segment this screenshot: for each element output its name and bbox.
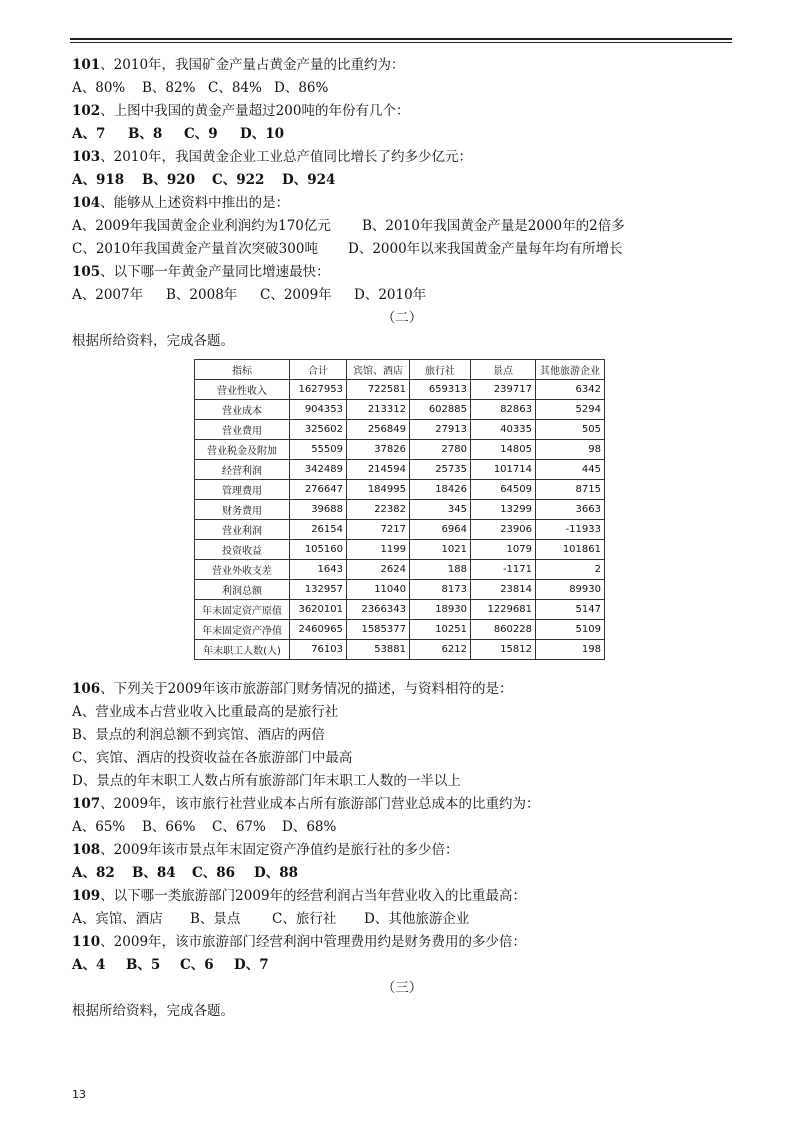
question-number: 108 [72,842,101,858]
page-content [72,54,732,1023]
financial-table-wrapper [194,359,732,660]
table-row [195,580,605,600]
question-text: 、2009年该市景点年末固定资产净值约是旅行社的多少倍： [100,842,459,858]
option-a: A、918 [72,172,125,188]
value-cell: 1199 [347,540,410,560]
header-rule-thick [70,38,732,40]
option-d: D、86% [274,80,329,96]
row-label-cell: 营业性收入 [195,380,290,400]
value-cell: 8173 [410,580,471,600]
question-number: 110 [72,934,101,950]
options-110 [72,954,732,977]
option-c: C、922 [212,172,265,188]
row-label-cell: 营业利润 [195,520,290,540]
option-b: B、920 [142,172,196,188]
option-b: B、2010年我国黄金产量是2000年的2倍多 [362,218,625,234]
value-cell: 6212 [410,640,471,660]
table-header-cell: 景点 [471,360,536,380]
value-cell: 101861 [536,540,605,560]
option-106-c: C、宾馆、酒店的投资收益在各旅游部门中最高 [72,750,353,766]
value-cell: 2780 [410,440,471,460]
question-number: 109 [72,888,101,904]
question-number: 101 [72,57,101,73]
value-cell: 188 [410,560,471,580]
question-number: 106 [72,681,101,697]
question-105 [72,261,732,284]
question-number: 103 [72,149,101,165]
value-cell: 23906 [471,520,536,540]
value-cell: 505 [536,420,605,440]
table-row [195,400,605,420]
option-d: D、924 [282,172,336,188]
table-row [195,500,605,520]
table-row [195,540,605,560]
question-text: 、以下哪一类旅游部门2009年的经营利润占当年营业收入的比重最高： [100,888,527,904]
table-row [195,380,605,400]
option-b: B、82% [142,80,196,96]
option-a: A、2007年 [72,287,144,303]
question-103 [72,146,732,169]
options-108 [72,862,732,885]
value-cell: 1021 [410,540,471,560]
question-101 [72,54,732,77]
value-cell: 101714 [471,460,536,480]
question-102 [72,100,732,123]
option-d: D、88 [254,865,298,881]
question-106 [72,678,732,701]
value-cell: 26154 [290,520,347,540]
value-cell: 342489 [290,460,347,480]
option-c: C、2009年 [260,287,332,303]
table-row [195,480,605,500]
value-cell: 18426 [410,480,471,500]
value-cell: 1229681 [471,600,536,620]
option-c: C、86 [192,865,236,881]
row-label-cell: 营业外收支差 [195,560,290,580]
value-cell: 445 [536,460,605,480]
question-109 [72,885,732,908]
option-a: A、宾馆、酒店 [72,911,163,927]
option-c: C、9 [184,126,218,142]
option-106-b: B、景点的利润总额不到宾馆、酒店的两倍 [72,727,325,743]
options-105 [72,284,732,307]
row-label-cell: 年末固定资产原值 [195,600,290,620]
value-cell: 40335 [471,420,536,440]
page-number: 13 [72,1088,86,1101]
value-cell: 1627953 [290,380,347,400]
option-b: B、66% [142,819,196,835]
row-label-cell: 年末固定资产净值 [195,620,290,640]
value-cell: 23814 [471,580,536,600]
question-number: 107 [72,796,101,812]
value-cell: 325602 [290,420,347,440]
row-label-cell: 管理费用 [195,480,290,500]
question-104 [72,192,732,215]
table-header-cell: 旅行社 [410,360,471,380]
question-110 [72,931,732,954]
options-103 [72,169,732,192]
row-label-cell: 财务费用 [195,500,290,520]
value-cell: 1079 [471,540,536,560]
value-cell: 6342 [536,380,605,400]
value-cell: 5294 [536,400,605,420]
value-cell: 14805 [471,440,536,460]
option-c: C、旅行社 [272,911,337,927]
value-cell: 27913 [410,420,471,440]
section-heading-2: （二） [381,310,423,326]
value-cell: 239717 [471,380,536,400]
value-cell: 25735 [410,460,471,480]
option-a: A、7 [72,126,106,142]
value-cell: 76103 [290,640,347,660]
option-b: B、84 [132,865,176,881]
option-a: A、2009年我国黄金企业利润约为170亿元 [72,218,331,234]
value-cell: 15812 [471,640,536,660]
table-row [195,460,605,480]
table-header-cell: 宾馆、酒店 [347,360,410,380]
table-row [195,520,605,540]
value-cell: 18930 [410,600,471,620]
value-cell: 904353 [290,400,347,420]
option-106-d: D、景点的年末职工人数占所有旅游部门年末职工人数的一半以上 [72,773,461,789]
question-108 [72,839,732,862]
value-cell: 53881 [347,640,410,660]
option-c: C、6 [180,957,214,973]
question-text: 、2010年，我国矿金产量占黄金产量的比重约为： [100,57,405,73]
value-cell: 2366343 [347,600,410,620]
row-label-cell: 年末职工人数(人) [195,640,290,660]
financial-table [194,359,605,660]
option-b: B、5 [126,957,161,973]
table-row [195,420,605,440]
section-intro-2: 根据所给资料，完成各题。 [72,333,234,349]
value-cell: 722581 [347,380,410,400]
table-row [195,640,605,660]
value-cell: 860228 [471,620,536,640]
option-a: A、4 [72,957,106,973]
options-102 [72,123,732,146]
option-d: D、其他旅游企业 [364,911,470,927]
options-104-row1 [72,215,732,238]
value-cell: 1585377 [347,620,410,640]
value-cell: 1643 [290,560,347,580]
options-101 [72,77,732,100]
value-cell: -11933 [536,520,605,540]
value-cell: 22382 [347,500,410,520]
value-cell: 8715 [536,480,605,500]
value-cell: 198 [536,640,605,660]
options-109 [72,908,732,931]
value-cell: 5147 [536,600,605,620]
question-number: 102 [72,103,101,119]
value-cell: 98 [536,440,605,460]
option-b: B、8 [128,126,163,142]
options-104-row2 [72,238,732,261]
value-cell: 184995 [347,480,410,500]
question-text: 、2010年，我国黄金企业工业总产值同比增长了约多少亿元： [100,149,473,165]
value-cell: 10251 [410,620,471,640]
value-cell: 7217 [347,520,410,540]
value-cell: 64509 [471,480,536,500]
value-cell: 132957 [290,580,347,600]
header-rule-thin [70,42,732,43]
value-cell: 345 [410,500,471,520]
table-row [195,600,605,620]
row-label-cell: 营业成本 [195,400,290,420]
value-cell: 214594 [347,460,410,480]
question-number: 105 [72,264,101,280]
value-cell: 256849 [347,420,410,440]
option-d: D、10 [240,126,284,142]
table-header-row [195,360,605,380]
question-text: 、能够从上述资料中推出的是： [100,195,290,211]
row-label-cell: 经营利润 [195,460,290,480]
value-cell: -1171 [471,560,536,580]
value-cell: 55509 [290,440,347,460]
value-cell: 5109 [536,620,605,640]
value-cell: 2624 [347,560,410,580]
value-cell: 6964 [410,520,471,540]
option-d: D、2000年以来我国黄金产量每年均有所增长 [348,241,623,257]
question-text: 、上图中我国的黄金产量超过200吨的年份有几个： [100,103,410,119]
value-cell: 659313 [410,380,471,400]
table-header-cell: 合计 [290,360,347,380]
option-d: D、2010年 [354,287,427,303]
question-107 [72,793,732,816]
value-cell: 213312 [347,400,410,420]
value-cell: 3663 [536,500,605,520]
option-c: C、84% [208,80,262,96]
row-label-cell: 利润总额 [195,580,290,600]
option-d: D、7 [234,957,269,973]
table-header-cell: 其他旅游企业 [536,360,605,380]
option-c: C、2010年我国黄金产量首次突破300吨 [72,241,318,257]
row-label-cell: 营业税金及附加 [195,440,290,460]
value-cell: 2 [536,560,605,580]
option-d: D、68% [282,819,337,835]
options-107 [72,816,732,839]
value-cell: 602885 [410,400,471,420]
section-intro-3: 根据所给资料，完成各题。 [72,1003,234,1019]
value-cell: 11040 [347,580,410,600]
value-cell: 105160 [290,540,347,560]
value-cell: 89930 [536,580,605,600]
option-a: A、82 [72,865,115,881]
value-cell: 2460965 [290,620,347,640]
value-cell: 276647 [290,480,347,500]
option-b: B、景点 [190,911,241,927]
table-header-cell: 指标 [195,360,290,380]
option-a: A、80% [72,80,126,96]
table-row [195,560,605,580]
question-text: 、2009年，该市旅游部门经营利润中管理费用约是财务费用的多少倍： [100,934,527,950]
option-106-a: A、营业成本占营业收入比重最高的是旅行社 [72,704,339,720]
value-cell: 37826 [347,440,410,460]
value-cell: 39688 [290,500,347,520]
row-label-cell: 投资收益 [195,540,290,560]
section-heading-3: （三） [381,980,423,996]
option-a: A、65% [72,819,126,835]
question-text: 、2009年，该市旅行社营业成本占所有旅游部门营业总成本的比重约为： [100,796,540,812]
value-cell: 3620101 [290,600,347,620]
question-text: 、以下哪一年黄金产量同比增速最快： [100,264,330,280]
value-cell: 13299 [471,500,536,520]
row-label-cell: 营业费用 [195,420,290,440]
table-row [195,620,605,640]
table-row [195,440,605,460]
option-b: B、2008年 [166,287,238,303]
question-number: 104 [72,195,101,211]
option-c: C、67% [212,819,266,835]
question-text: 、下列关于2009年该市旅游部门财务情况的描述，与资料相符的是： [100,681,513,697]
value-cell: 82863 [471,400,536,420]
